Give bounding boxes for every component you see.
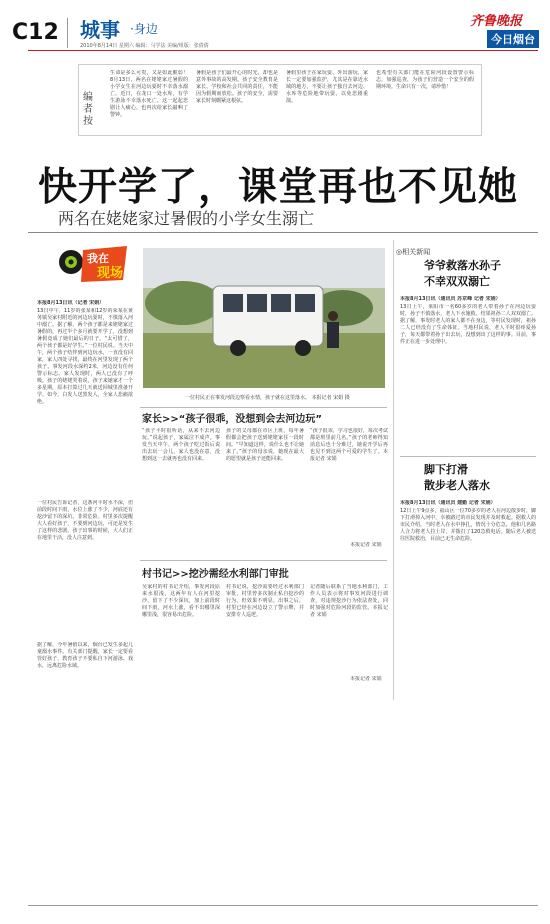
bus-shape [213,286,323,356]
newspaper-logo: 齐鲁晚报 [470,14,523,29]
person-shape [327,311,339,348]
kicker-body: 村书记说，挖沙需要经过水利部门审批，村里曾多次制止私自挖沙的行为，但效果不明显。出事之后，村里已经在河边设立了警示牌，并安排专人巡逻。 [226,584,304,618]
masthead-divider [67,18,68,48]
headline-rule [28,232,538,233]
reporter-credit: 本报记者 宋娟 [350,676,382,682]
main-headline: 快开学了，课堂再也不见她 [38,165,519,210]
editor-note-col: 也希望有关部门能在危险河段设置警示标志，加强巡查，为孩子们营造一个安全的假期环境。生命只有一次，请珍惜！ [376,70,474,90]
issue-meta: 2010年8月14日 星期六 编辑：马学法 美编/组版：张倩倩 [80,43,209,49]
kicker-body: “孩子平时很听话，从来不去河边玩。”说起孩子，家属泣不成声。事发当天中午，两个孩子吃过饭后说出去玩一会儿，家人也没在意，没想到这一去就再也没有回来。 [142,428,220,462]
section-title: 城事 [80,18,120,42]
sidebar-byline: 本报8月13日讯（通讯员 苏京峰 记者 宋娟） [400,296,501,302]
article-body: 13日中午，11岁的张某和12岁的荣某在黄务镇吴家村附近的河边玩耍时，不慎落入河中溺亡。据了解，两个孩子都是来姥姥家过暑假的，再过半个多月就要开学了，没想到暑假竟成了她们最后的日子。“太可惜了，两个孩子都是好学生。”一位村民说。当天中午，两个孩子结伴到河边玩水，一直没有回家，家人四处寻找，最终在河里发现了两个孩子。事发河段水深约2米，河边没有任何警示标志。家人发现时，两人已没有了呼吸。孩子的姥姥哭着说，孩子来她家才一个多星期，原本打算过几天就送回城里准备开学。如今，白发人送黑发人，全家人悲痛欲绝。 [37,308,133,405]
kicker-body: “孩子很乖，学习也很好，每次考试都是班里前几名。”孩子的老师得知消息后也十分难过，她说开学后再也见不到这两个可爱的学生了。本报记者 宋娟 [310,428,388,462]
photo-caption: 一位村民正在事发河段边察看水情，孩子就在这里落水。 本报记者 宋娟 摄 [185,395,350,401]
logo-text-1: 我在 [87,252,109,265]
page-bottom-rule [28,905,538,906]
on-the-scene-logo [57,240,129,286]
kicker-parents: 家长>>“孩子很乖，没想到会去河边玩” [142,414,322,425]
sidebar-divider [393,240,394,700]
sidebar-byline: 本报8月13日讯（通讯员 建勤 记者 宋娟） [400,500,496,506]
edition-badge: 今日烟台 [487,30,539,48]
sidebar-rule [400,456,536,457]
reporter-credit: 本报记者 宋娟 [350,542,382,548]
kicker-rule [140,407,387,408]
sidebar-headline: 散步老人落水 [424,479,490,492]
article-body: 一位村民告诉记者，这条河平时水不深，但前段时间下雨，水位上涨了不少，河底还有挖沙留下的深坑，非常危险。村里多次提醒大人看好孩子，不要到河边玩，可还是发生了这样的悲剧。孩子出事的时候，大人们正在地里干活，没人注意到。 [37,500,133,541]
related-news-tag: ◎相关新闻 [396,248,431,256]
news-photo [143,248,385,388]
sidebar-body: 13日上午，莱阳市一名60多岁的老人带着孙子在河边玩耍时，孙子不慎落水，老人下水施救，结果祖孙二人双双溺亡。据了解，事发时老人的家人都不在身边，等村民发现时，祖孙二人已经没有了生命体征。当地村民说，老人平时很疼爱孙子，每天都带着孙子出去玩，没想到出了这样的事。目前，事件正在进一步处理中。 [400,304,536,345]
article-byline: 本报8月13日讯（记者 宋娟） [37,300,105,306]
kicker-rule [140,560,387,561]
sub-headline: 两名在姥姥家过暑假的小学女生溺亡 [58,209,315,228]
sidebar-headline: 爷爷救落水孙子 [424,259,501,272]
sidebar-body: 12日上午9点多，福山区一位70多岁的老人在河边散步时，脚下打滑掉入河中，幸被路过的市民发现并及时救起。据救人的市民介绍，当时老人在水中挣扎，情况十分危急，他和几名路人合力将老人拉上岸，并拨打了120急救电话。随后老人被送往医院救治，目前已无生命危险。 [400,508,536,542]
kicker-body: 吴家村的村书记介绍，事发河段原来水很浅，这两年有人在河里挖沙，留下了不少深坑，加上前段时间下雨，河水上涨，看不出哪里深哪里浅，很容易出危险。 [142,584,220,618]
kicker-body: 孩子的父母都在市区上班，每年暑假都会把孩子送到姥姥家住一段时间。“早知道这样，说什么也不让她来了。”孩子的母亲说，她现在最大的愿望就是孩子还能回来。 [226,428,304,462]
masthead-rule [28,50,538,51]
editor-note-label: 编者按 [83,92,93,127]
sidebar-headline: 不幸双双溺亡 [424,275,490,288]
kicker-body: 记者随后联系了当地水利部门，工作人员表示将对事发河段进行调查，对违规挖沙行为依法查处，同时加强对危险河段的监管。本报记者 宋娟 [310,584,388,618]
article-body: 据了解，今年暑假以来，烟台已发生多起儿童溺水事件。有关部门提醒，家长一定要看管好孩子，教育孩子不要私自下河游泳、戏水，远离危险水域。 [37,642,133,669]
page-code: C12 [12,20,59,45]
subsection-title: ·身边 [130,22,158,36]
sidebar-headline: 脚下打滑 [424,463,468,476]
editor-note-col: 生命是多么可贵，又是如此脆弱！8月13日，两名在姥姥家过暑假的小学女生在河边玩耍时不幸落水溺亡。近日，在龙口一处水库，有学生游泳不幸落水死亡。这一起起悲剧让人痛心，也再次给家长敲响了警钟。 [110,70,188,118]
logo-text-2: 现场 [97,266,124,281]
kicker-village-secretary: 村书记>>挖沙需经水利部门审批 [142,569,289,580]
editor-note-col: 暑假里孩子在家玩耍、外出游玩，家长一定要加强监护，尤其是在靠近水域的地方，不要让孩子独自去河边、水库等危险地带玩耍，以免悲剧重演。 [286,70,368,104]
editor-note-col: 暑假是孩子们最开心的时光，却也是意外事故的高发期。孩子安全教育是家长、学校和社会共同的责任，不能因为假期而放松。孩子的安全，需要家长时刻绷紧这根弦。 [196,70,278,104]
